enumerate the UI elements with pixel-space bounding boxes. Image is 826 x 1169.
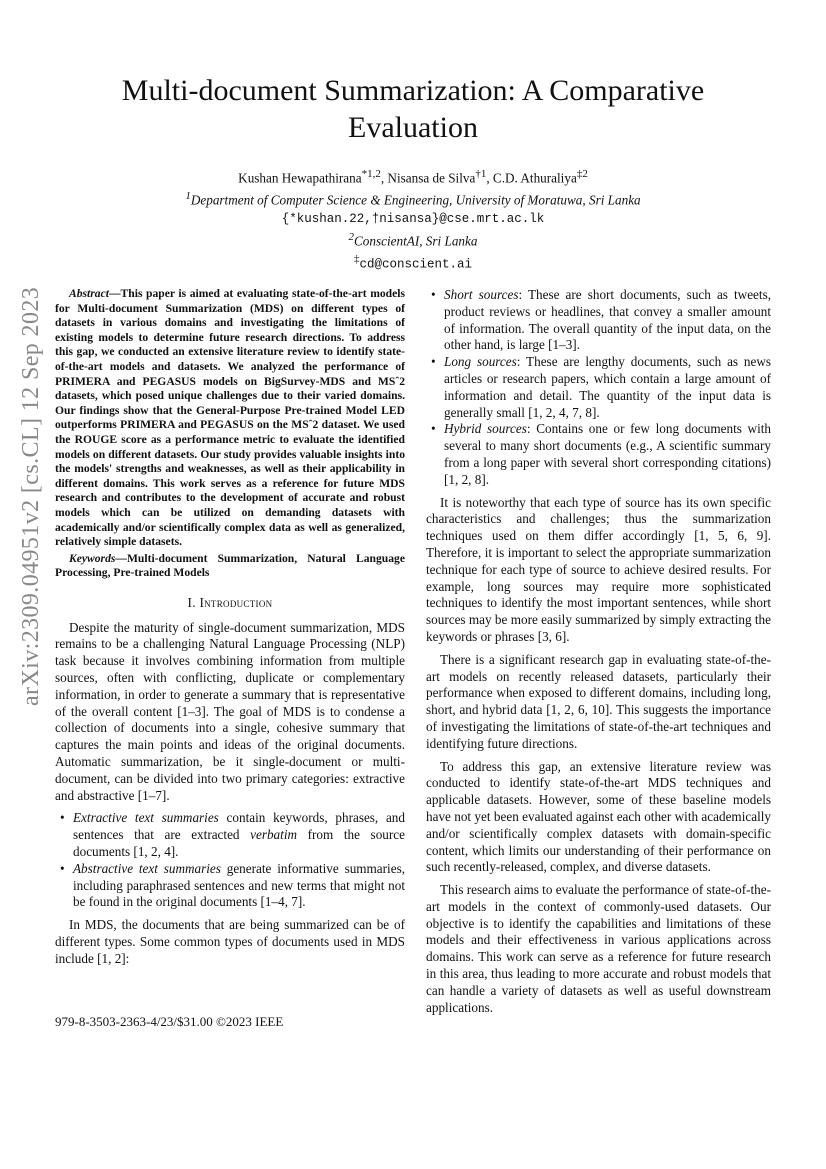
list-item: • Long sources: These are lengthy documents, such as news articles or research papers, which contain a large amount of information and detail. The quantity of the input data is generally small [1, 2, 4, 7, 8]. (431, 354, 772, 420)
email-2: ‡cd@conscient.ai (353, 253, 473, 272)
author-3-sup: ‡2 (576, 168, 588, 180)
intro-paragraph-2: In MDS, the documents that are being summarized can be of different types. Some common types of documents used in MDS include [1, 2]: (55, 917, 405, 966)
author-block (40, 165, 786, 274)
affiliation-1: $^1$Department of Computer Science & Engineering, University of Moratuwa, Sri Lanka (185, 190, 641, 208)
left-column (55, 287, 405, 968)
intro-paragraph-1: Despite the maturity of single-document summarization, MDS remains to be a challenging Natural Language Processing (NLP) task because it involves combining information from multiple sources, often with conflicting, duplicate or complementary information, in order to generate a summary that is representative of the overall content [1–3]. The goal of MDS is to condense a collection of documents into a single, cohesive summary that captures the main points and ideas of the original documents. Automatic summarization, be it single-document or multi-document, can be divided into two primary categories: extractive and abstractive [1–7]. (55, 619, 405, 803)
author-list (40, 165, 786, 187)
intro-paragraph-4: There is a significant research gap in evaluating state-of-the-art models on recently released datasets, particularly their performance when exposed to different domains, including long, short, and hybrid data [1, 2, 6, 10]. This suggests the importance of investigating the limitations of state-of-the-art techniques and identifying future directions. (426, 651, 771, 751)
keywords-text: —Multi-document Summarization, Natural Language Processing, Pre-trained Models (55, 551, 405, 580)
list-item: • Extractive text summaries contain keywords, phrases, and sentences that are extracted verbatim from the source documents [1, 2, 4]. (60, 810, 405, 860)
list-item: • Hybrid sources: Contains one or few long documents with several to many short documents (e.g., A scientific summary from a long paper with several short corresponding citations) [1, 2, 8]. (431, 421, 771, 487)
author-1-sup: *1,2 (361, 168, 381, 180)
abstract (55, 287, 405, 550)
keywords-label: Keywords (69, 551, 116, 565)
author-3: , C.D. Athuraliya (486, 170, 577, 186)
intro-paragraph-5: To address this gap, an extensive literature review was conducted to identify state-of-the-art MDS techniques and applicable datasets. However, some of these baseline models have not yet been evaluated against each other with academically and/or scientifically complex datasets with domain-specific content, which limits our understanding of their performance on such recently-released, complex, and diverse datasets. (426, 758, 771, 875)
title-line-2: Evaluation (348, 111, 478, 144)
intro-paragraph-3: It is noteworthy that each type of source has its own specific characteristics and challenges; thus the summarization techniques used on them differ accordingly [1, 5, 6, 9]. Therefore, it is important to select the appropriate summarization technique for each type of source to achieve desired results. For example, long sources may require more sophisticated techniques to identify the most important sentences, while short sources may be more easily summarized by simply extracting the keywords or phrases [3, 6]. (426, 494, 771, 644)
paper-title (40, 72, 786, 146)
list-item: • Abstractive text summaries generate informative summaries, including paraphrased sentences and new terms that might not be found in the original documents [1–4, 7]. (60, 860, 405, 910)
section-heading-introduction: I. Introduction (187, 594, 273, 610)
author-1: Kushan Hewapathirana (238, 170, 362, 186)
source-types-list (426, 287, 771, 489)
bullet-icon: • (431, 287, 436, 302)
keywords (55, 552, 405, 581)
email-1: {*kushan.22,†nisansa}@cse.mrt.ac.lk (281, 211, 545, 226)
intro-paragraph-6: This research aims to evaluate the performance of state-of-the-art models in the context of commonly-used datasets. Our objective is to identify the capabilities and limitations of these models and their effectiveness in various applications across domains. This work can serve as a reference for future research in this area, thus leading to more accurate and robust models that can handle a variety of datasets as well as useful downstream applications. (426, 882, 771, 1015)
list-item: • Short sources: These are short documents, such as tweets, product reviews or headlines, that convey a smaller amount of information. The overall quantity of the input data, on the other hand, is large [1–3]. (431, 287, 771, 353)
title-line-1: Multi-document Summarization: A Comparative (121, 74, 705, 107)
bullet-icon: • (60, 860, 65, 876)
bullet-icon: • (431, 421, 436, 437)
author-2: , Nisansa de Silva (380, 170, 476, 186)
arxiv-id: arXiv:2309.04951v2 [cs.CL] 12 Sep 2023 (18, 286, 44, 706)
abstract-label: Abstract (69, 287, 109, 300)
summary-types-list (55, 810, 405, 911)
right-column (426, 287, 771, 1016)
copyright-footer: 979-8-3503-2363-4/23/$31.00 ©2023 IEEE (55, 1014, 284, 1029)
bullet-icon: • (60, 810, 65, 826)
author-2-sup: †1 (475, 168, 487, 180)
abstract-text: —This paper is aimed at evaluating state-of-the-art models for Multi-document Summarization (MDS) on different types of datasets in various domains and investigating the limitations of existing models to determine future research directions. To address this gap, we conducted an extensive literature review to identify state-of-the-art models and datasets. We analyzed the performance of PRIMERA and PEGASUS models on BigSurvey-MDS and MSˆ2 datasets, which posed unique challenges due to their varied domains. Our findings show that the General-Purpose Pre-trained Model LED outperforms PRIMERA and PEGASUS on the MSˆ2 dataset. We used the ROUGE score as a performance metric to evaluate the identified models on different datasets. Our study provides valuable insights into the models' strengths and weaknesses, as well as their applicability in different domains. This work serves as a reference for future MDS research and contributes to the development of accurate and robust models which can be utilized on demanding datasets with academically and/or scientifically complex data as well as generalized, relatively simple datasets. (55, 287, 405, 549)
affiliation-2: $^2$ConscientAI, Sri Lanka (348, 230, 478, 249)
bullet-icon: • (431, 354, 436, 370)
